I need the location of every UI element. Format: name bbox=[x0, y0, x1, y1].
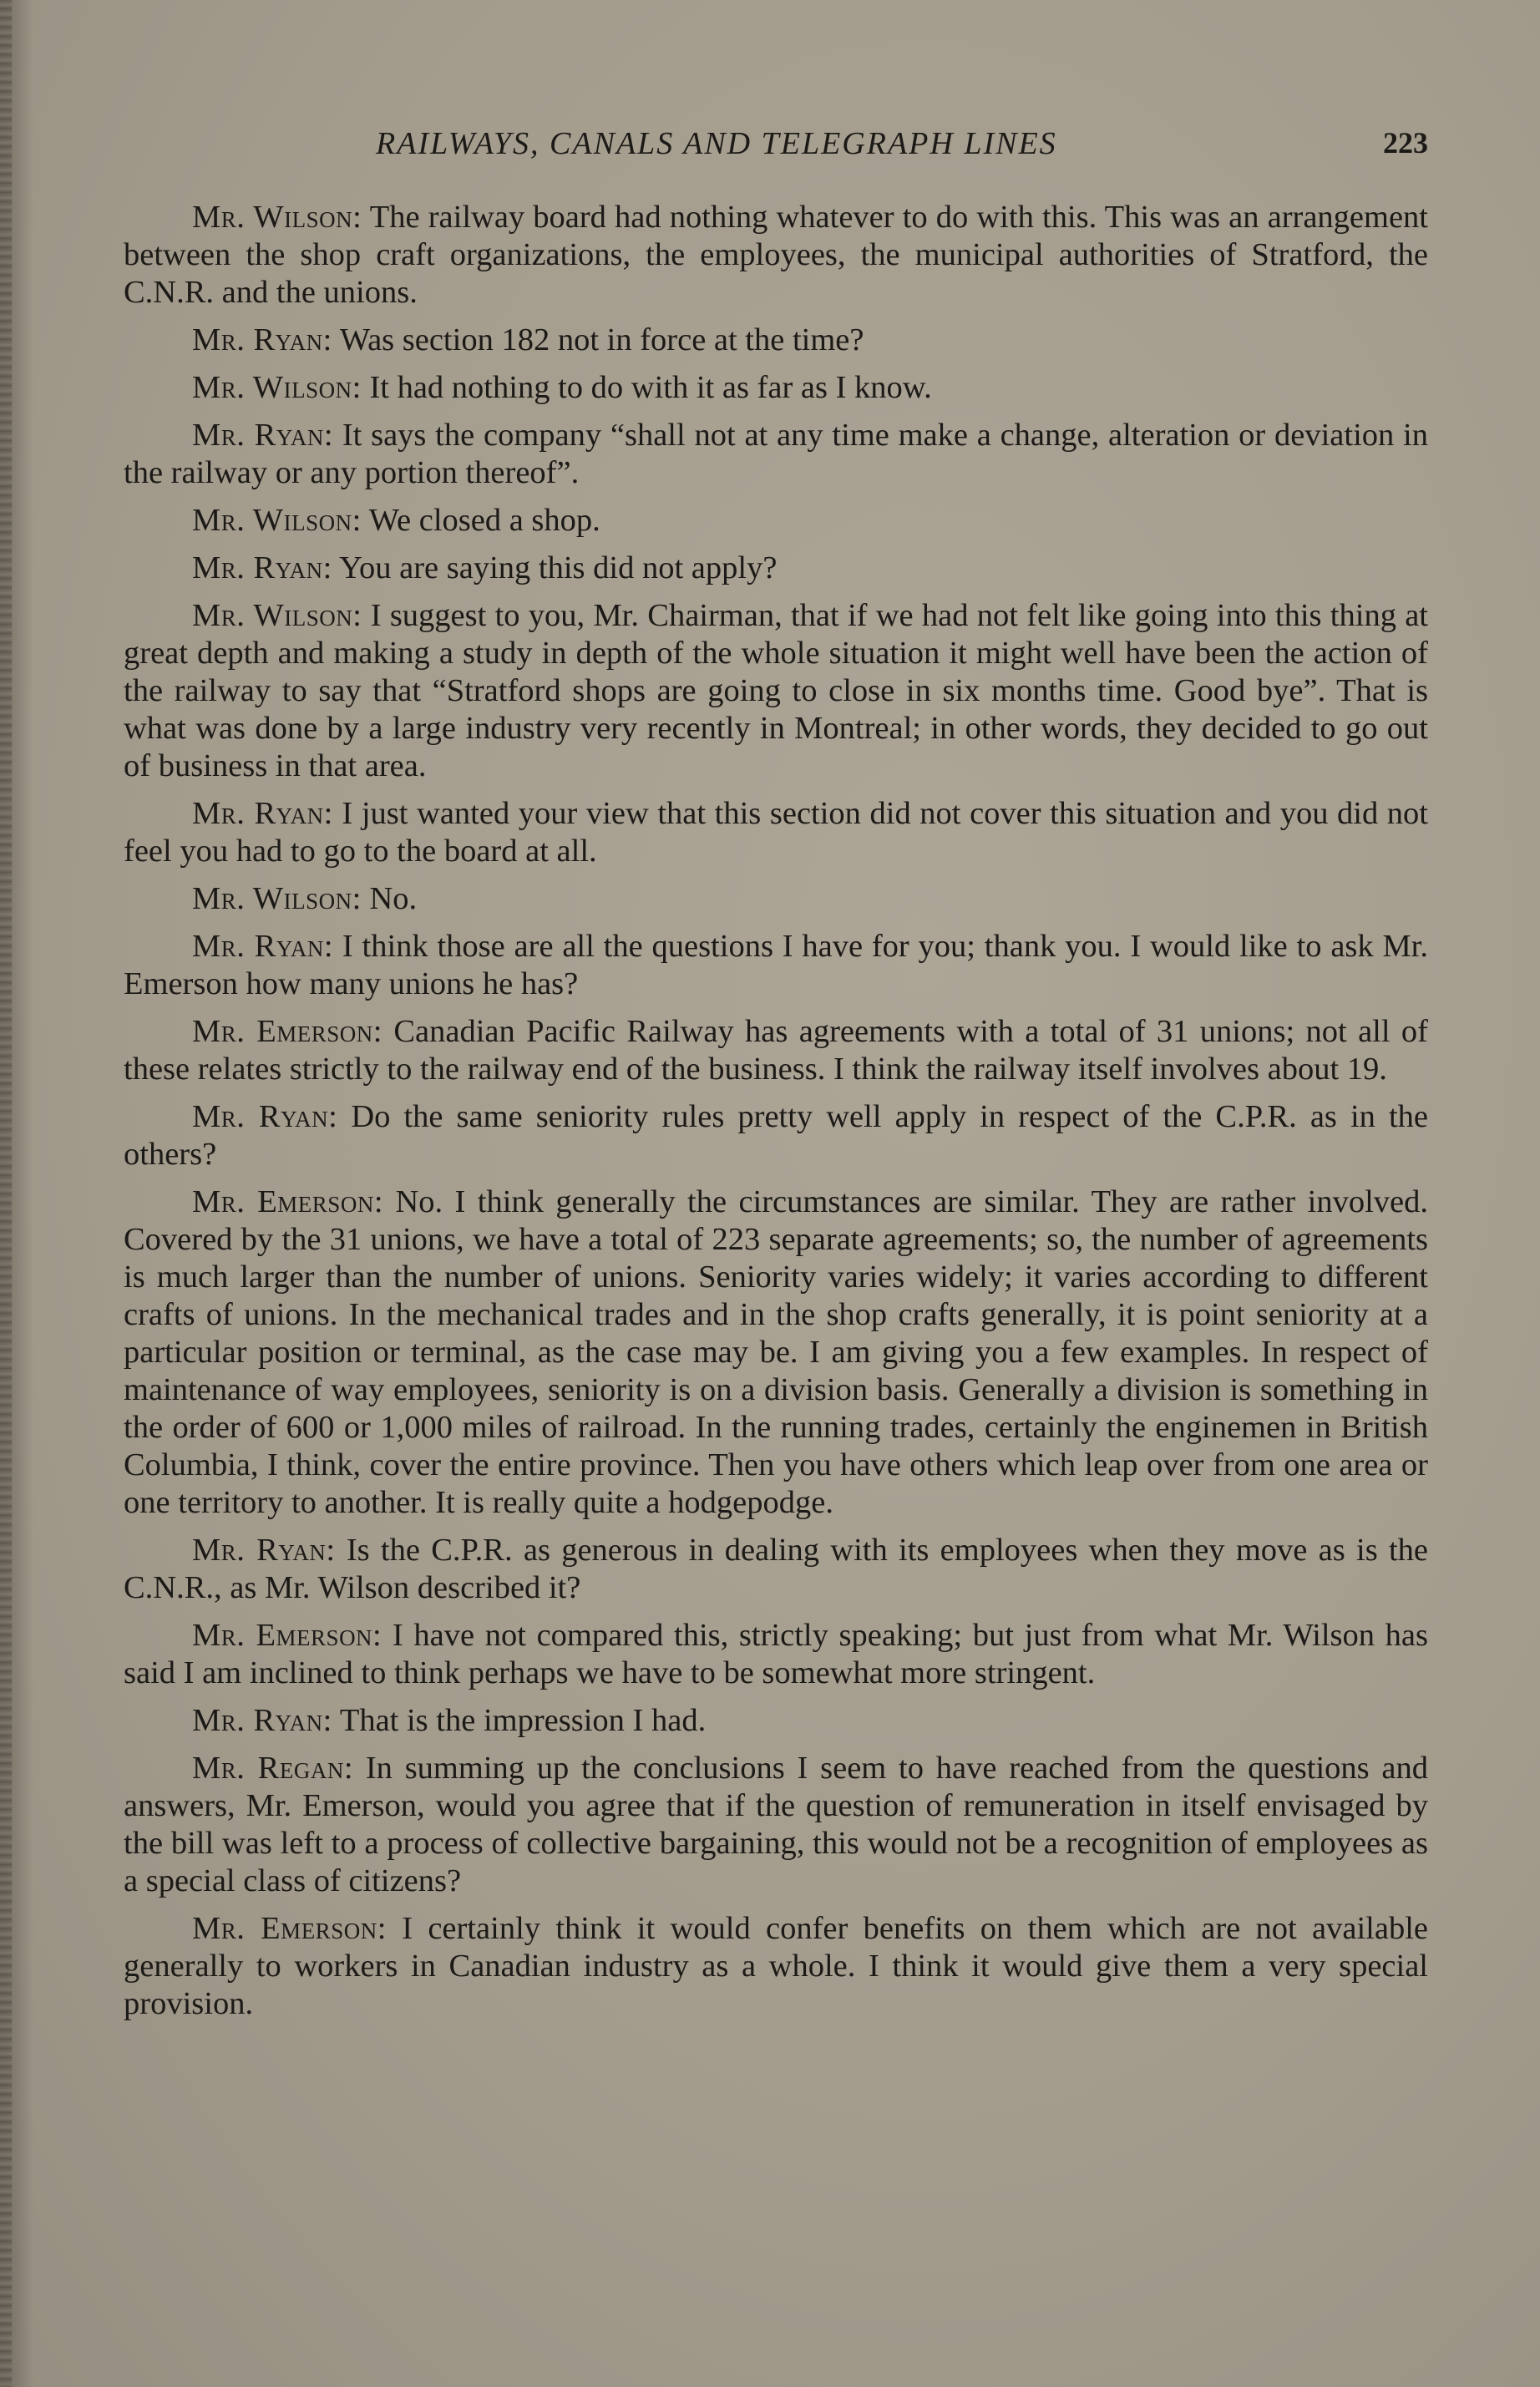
transcript-paragraph bbox=[124, 1532, 1428, 1607]
transcript-paragraph bbox=[124, 322, 1428, 359]
paragraph-text: We closed a shop. bbox=[368, 503, 600, 538]
speaker-name: Mr. Ryan: bbox=[192, 1703, 332, 1738]
transcript-paragraph bbox=[124, 795, 1428, 870]
speaker-name: Mr. Wilson: bbox=[192, 881, 362, 916]
speaker-name: Mr. Emerson: bbox=[192, 1184, 384, 1219]
transcript-paragraph bbox=[124, 417, 1428, 492]
paragraph-text: That is the impression I had. bbox=[339, 1703, 707, 1738]
transcript-paragraph bbox=[124, 1750, 1428, 1900]
transcript-paragraph bbox=[124, 550, 1428, 587]
paragraph-text: In summing up the conclusions I seem to have reached from the questions and answers, Mr. Emerson, would you agree that if the question of remuneration in itself envisaged by the bill was left to a process of collective bargaining, this would not be a recognition of employees as a special class of citizens? bbox=[124, 1751, 1429, 1898]
speaker-name: Mr. Ryan: bbox=[192, 1099, 338, 1134]
page-header bbox=[117, 125, 1428, 167]
running-title: RAILWAYS, CANALS AND TELEGRAPH LINES bbox=[376, 126, 1057, 161]
speaker-name: Mr. Wilson: bbox=[192, 370, 362, 405]
paragraph-text: Is the C.P.R. as generous in dealing with its employees when they move as is the C.N.R., as Mr. Wilson described it? bbox=[124, 1533, 1428, 1605]
paragraph-text: I think those are all the questions I have for you; thank you. I would like to ask Mr. Emerson how many unions he has? bbox=[124, 929, 1429, 1001]
speaker-name: Mr. Ryan: bbox=[192, 796, 333, 831]
speaker-name: Mr. Emerson: bbox=[192, 1618, 382, 1653]
transcript-paragraph bbox=[124, 1013, 1428, 1088]
paragraph-text: I suggest to you, Mr. Chairman, that if we had not felt like going into this thing at great depth and making a study in depth of the whole situation it might well have been the action of the railway to say that “Stratford shops are going to close in six months time. Good bye”. That is what was done by a large industry very recently in Montreal; in other words, they decided to go out of business in that area. bbox=[124, 598, 1428, 783]
paragraph-text: I certainly think it would confer benefits on them which are not available generally to workers in Canadian industry as a whole. I think it would give them a very special provision. bbox=[124, 1911, 1428, 2021]
transcript-paragraph bbox=[124, 928, 1428, 1003]
transcript-paragraph bbox=[124, 199, 1428, 312]
transcript-paragraph bbox=[124, 1183, 1428, 1522]
transcript-paragraph bbox=[124, 1702, 1428, 1740]
speaker-name: Mr. Ryan: bbox=[192, 322, 332, 357]
speaker-name: Mr. Ryan: bbox=[192, 929, 334, 964]
paragraph-text: The railway board had nothing whatever to do with this. This was an arrangement between the shop craft organizations, the employees, the municipal authorities of Stratford, the C.N.R. and the unions. bbox=[124, 200, 1428, 310]
page-number: 223 bbox=[1383, 126, 1428, 160]
speaker-name: Mr. Wilson: bbox=[192, 503, 362, 538]
transcript-paragraph bbox=[124, 1910, 1428, 2023]
paragraph-text: You are saying this did not apply? bbox=[339, 550, 778, 585]
speaker-name: Mr. Emerson: bbox=[192, 1014, 382, 1049]
speaker-name: Mr. Wilson: bbox=[192, 200, 362, 235]
speaker-name: Mr. Ryan: bbox=[192, 1533, 336, 1568]
paragraph-text: It had nothing to do with it as far as I know. bbox=[369, 370, 932, 405]
transcript-paragraph bbox=[124, 880, 1428, 918]
transcript-paragraph bbox=[124, 369, 1428, 407]
speaker-name: Mr. Ryan: bbox=[192, 418, 334, 453]
paragraph-text: Was section 182 not in force at the time? bbox=[339, 322, 864, 357]
transcript-paragraph bbox=[124, 1617, 1428, 1692]
paragraph-text: I have not compared this, strictly speaking; but just from what Mr. Wilson has said I am inclined to think perhaps we have to be somewhat more stringent. bbox=[124, 1618, 1428, 1690]
transcript-paragraph bbox=[124, 1098, 1428, 1173]
paragraph-text: It says the company “shall not at any time make a change, alteration or deviation in the railway or any portion thereof”. bbox=[124, 418, 1428, 490]
speaker-name: Mr. Wilson: bbox=[192, 598, 362, 633]
paragraph-text: No. I think generally the circumstances are similar. They are rather involved. Covered by the 31 unions, we have a total of 223 separate agreements; so, the number of agreements is much larger than the number of unions. Seniority varies widely; it varies according to different crafts of unions. In the mechanical trades and in the shop crafts generally, it is point seniority at a particular position or terminal, as the case may be. I am giving you a few examples. In respect of maintenance of way employees, seniority is on a division basis. Generally a division is something in the order of 600 or 1,000 miles of railroad. In the running trades, certainly the enginemen in British Columbia, I think, cover the entire province. Then you have others which leap over from one area or one territory to another. It is really quite a hodgepodge. bbox=[124, 1184, 1428, 1520]
paragraph-text: No. bbox=[369, 881, 418, 916]
speaker-name: Mr. Regan: bbox=[192, 1751, 354, 1786]
book-spine-edge bbox=[0, 0, 12, 2387]
paragraph-text: I just wanted your view that this section did not cover this situation and you did not feel you had to go to the board at all. bbox=[124, 796, 1429, 869]
transcript-paragraph bbox=[124, 597, 1428, 785]
paragraph-text: Do the same seniority rules pretty well apply in respect of the C.P.R. as in the others? bbox=[124, 1099, 1428, 1172]
transcript-body bbox=[124, 199, 1428, 2033]
speaker-name: Mr. Ryan: bbox=[192, 550, 332, 585]
speaker-name: Mr. Emerson: bbox=[192, 1911, 387, 1946]
transcript-paragraph bbox=[124, 502, 1428, 540]
paragraph-text: Canadian Pacific Railway has agreements with a total of 31 unions; not all of these relates strictly to the railway end of the business. I think the railway itself involves about 19. bbox=[124, 1014, 1428, 1087]
